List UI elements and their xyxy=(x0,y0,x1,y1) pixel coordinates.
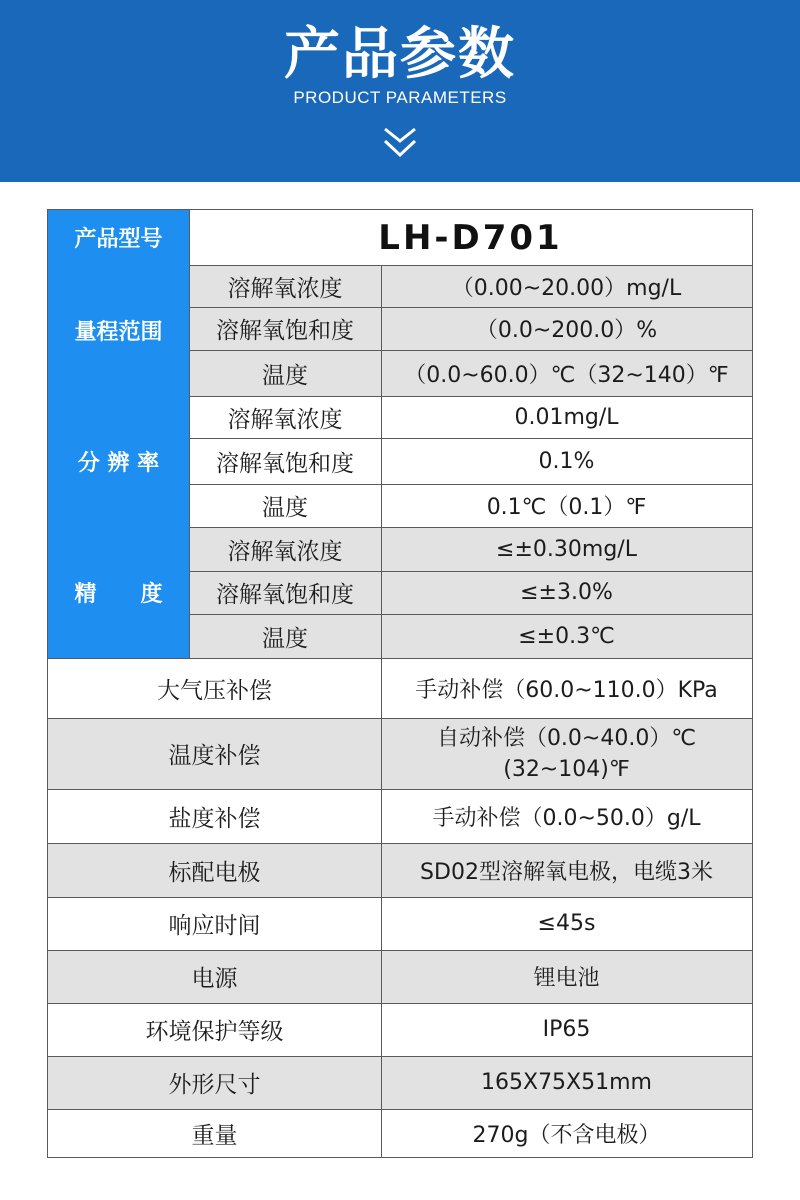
group-label-range: 量程范围 xyxy=(48,265,189,396)
row-divider xyxy=(48,718,753,719)
row-divider xyxy=(189,438,753,439)
model-value: LH-D701 xyxy=(189,210,752,265)
spec-label: 温度补偿 xyxy=(48,718,381,789)
resolution-row-value: 0.1℃（0.1）℉ xyxy=(381,484,752,527)
accuracy-row-value: ≤±3.0% xyxy=(381,571,752,614)
column-divider xyxy=(381,265,382,1158)
resolution-row-label: 温度 xyxy=(189,484,381,527)
row-divider xyxy=(189,527,753,528)
spec-value: 270g（不含电极） xyxy=(381,1109,752,1158)
spec-value: 手动补偿（60.0~110.0）KPa xyxy=(381,658,752,718)
range-row-label: 温度 xyxy=(189,350,381,396)
range-row-value: （0.0~200.0）% xyxy=(381,307,752,350)
model-label: 产品型号 xyxy=(48,210,189,265)
range-row-value: （0.00~20.00）mg/L xyxy=(381,265,752,307)
resolution-row-value: 0.1% xyxy=(381,438,752,484)
spec-label: 电源 xyxy=(48,950,381,1003)
spec-value: SD02型溶解氧电极，电缆3米 xyxy=(381,843,752,897)
resolution-row-label: 溶解氧饱和度 xyxy=(189,438,381,484)
row-divider xyxy=(48,897,753,898)
range-row-label: 溶解氧浓度 xyxy=(189,265,381,307)
resolution-row-value: 0.01mg/L xyxy=(381,396,752,438)
table-border xyxy=(48,209,753,210)
table-border xyxy=(752,209,753,1158)
double-chevron-down-icon xyxy=(383,127,417,159)
row-divider xyxy=(189,350,753,351)
group-label-resolution: 分 辨 率 xyxy=(48,396,189,527)
row-divider xyxy=(48,1109,753,1110)
spec-value: IP65 xyxy=(381,1003,752,1056)
spec-label: 响应时间 xyxy=(48,897,381,950)
row-divider xyxy=(189,265,753,266)
spec-value: 165X75X51mm xyxy=(381,1056,752,1109)
row-divider xyxy=(48,1056,753,1057)
spec-value: 手动补偿（0.0~50.0）g/L xyxy=(381,789,752,843)
row-divider xyxy=(48,950,753,951)
spec-value xyxy=(381,718,752,789)
spec-value-line: (32~104)℉ xyxy=(503,756,630,782)
accuracy-row-label: 温度 xyxy=(189,614,381,658)
row-divider xyxy=(189,571,753,572)
row-divider xyxy=(189,396,753,397)
spec-value-line: 自动补偿（0.0~40.0）℃ xyxy=(436,725,697,751)
accuracy-row-label: 溶解氧饱和度 xyxy=(189,571,381,614)
group-label-accuracy: 精 度 xyxy=(48,527,189,658)
spec-label: 大气压补偿 xyxy=(48,658,381,718)
row-divider xyxy=(48,1003,753,1004)
table-border xyxy=(47,209,48,1158)
column-divider xyxy=(189,209,190,658)
page-subtitle: PRODUCT PARAMETERS xyxy=(293,88,507,107)
accuracy-row-label: 溶解氧浓度 xyxy=(189,527,381,571)
row-divider xyxy=(48,658,753,659)
spec-value: ≤45s xyxy=(381,897,752,950)
accuracy-row-value: ≤±0.3℃ xyxy=(381,614,752,658)
table-border xyxy=(48,1157,753,1158)
row-divider xyxy=(189,307,753,308)
spec-label: 环境保护等级 xyxy=(48,1003,381,1056)
range-row-value: （0.0~60.0）℃（32~140）℉ xyxy=(381,350,752,396)
row-divider xyxy=(48,843,753,844)
page-title: 产品参数 xyxy=(284,22,516,87)
spec-label: 重量 xyxy=(48,1109,381,1158)
accuracy-row-value: ≤±0.30mg/L xyxy=(381,527,752,571)
row-divider xyxy=(48,789,753,790)
header-banner xyxy=(0,0,800,182)
spec-value: 锂电池 xyxy=(381,950,752,1003)
row-divider xyxy=(189,614,753,615)
spec-label: 外形尺寸 xyxy=(48,1056,381,1109)
spec-label: 标配电极 xyxy=(48,843,381,897)
row-divider xyxy=(189,484,753,485)
range-row-label: 溶解氧饱和度 xyxy=(189,307,381,350)
spec-label: 盐度补偿 xyxy=(48,789,381,843)
resolution-row-label: 溶解氧浓度 xyxy=(189,396,381,438)
